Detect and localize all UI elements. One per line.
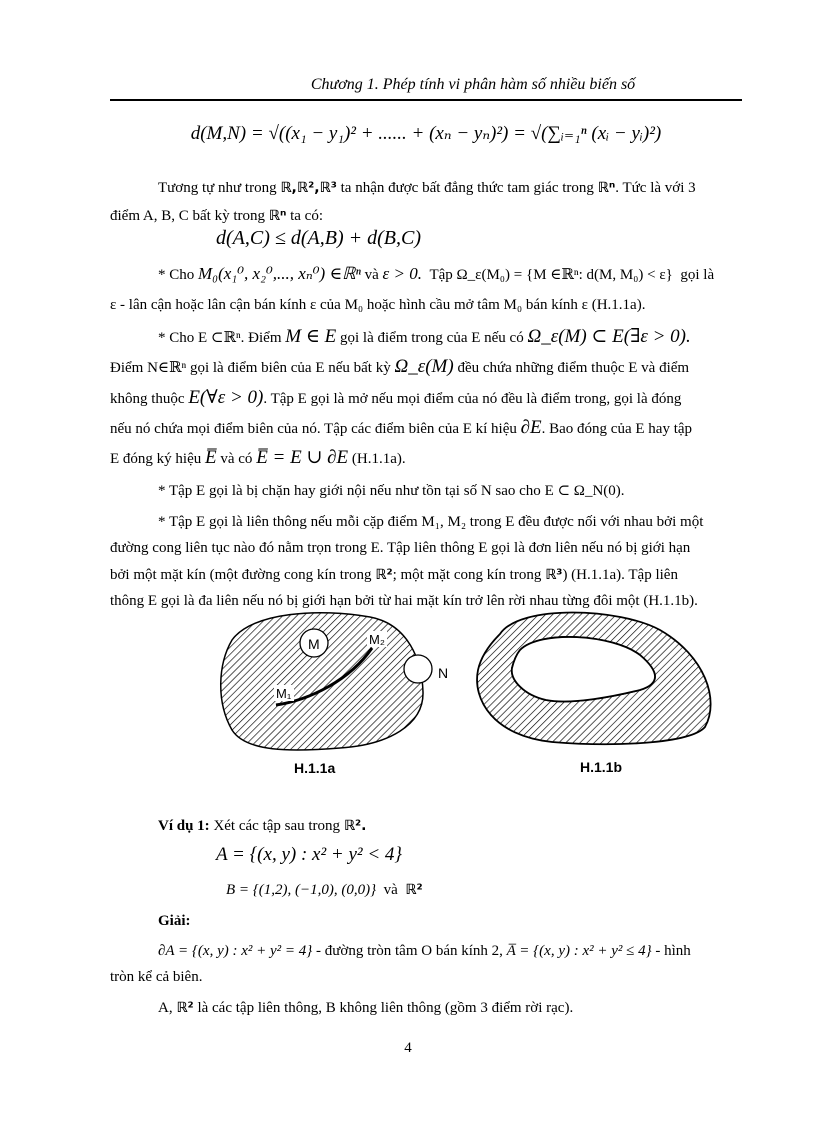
para5-line2: đường cong liên tục nào đó nằm trọn trong E. Tập liên thông E gọi là đơn liên nếu nó bị giới hạn xyxy=(110,540,691,556)
para1-line1: Tương tự như trong ℝ,ℝ²,ℝ³ ta nhận được bất đẳng thức tam giác trong ℝⁿ. Tức là với 3 xyxy=(158,180,696,196)
caption-h11b: H.1.1b xyxy=(580,759,623,775)
neighborhood-circle-n xyxy=(404,655,432,683)
distance-formula: d(M,N) = √((x₁ − y₁)² + ...... + (xₙ − yₙ)²) = √(∑ᵢ₌₁ⁿ (xᵢ − yᵢ)²) xyxy=(190,123,662,144)
example-intro: Ví dụ 1: Xét các tập sau trong ℝ². xyxy=(158,818,367,834)
label-m: M xyxy=(308,636,320,652)
para3-line5: E đóng ký hiệu E̅ và có E̅ = E ∪ ∂E (H.1.1a). xyxy=(110,447,406,468)
para2-line1: * Cho M₀(x₁⁰, x₂⁰,..., xₙ⁰) ∈ℝⁿ và ε > 0. Tập Ω_ε(M₀) = {M ∈ℝⁿ: d(M, M₀) < ε} gọi là xyxy=(158,264,715,283)
para3-line1: * Cho E ⊂ℝⁿ. Điểm M ∈ E gọi là điểm trong của E nếu có Ω_ε(M) ⊂ E(∃ε > 0). xyxy=(158,326,691,347)
para3-line2: Điểm N∈ℝⁿ gọi là điểm biên của E nếu bất kỳ Ω_ε(M) đều chứa những điểm thuộc E và điểm xyxy=(110,356,690,377)
label-n: N xyxy=(438,665,449,681)
page-number: 4 xyxy=(404,1040,412,1056)
label-m1: M₁ xyxy=(276,686,292,701)
solution-line3: A, ℝ² là các tập liên thông, B không liên thông (gồm 3 điểm rời rạc). xyxy=(158,1000,574,1016)
solution-title: Giải: xyxy=(158,913,191,929)
para5-line1: * Tập E gọi là liên thông nếu mỗi cặp điểm M₁, M₂ trong E đều được nối với nhau bởi một xyxy=(158,514,704,530)
caption-h11a: H.1.1a xyxy=(294,760,336,776)
para3-line4: nếu nó chứa mọi điểm biên của nó. Tập các điểm biên của E kí hiệu ∂E. Bao đóng của E hay tập xyxy=(110,417,693,438)
para1-line2: điểm A, B, C bất kỳ trong ℝⁿ ta có: xyxy=(110,208,324,224)
para5-line3: bởi một mặt kín (một đường cong kín trong ℝ²; một mặt cong kín trong ℝ³) (H.1.1a). Tập liên xyxy=(110,567,678,583)
para4: * Tập E gọi là bị chặn hay giới nội nếu như tồn tại số N sao cho E ⊂ Ω_N(0). xyxy=(158,483,625,499)
triangle-inequality: d(A,C) ≤ d(A,B) + d(B,C) xyxy=(216,227,421,249)
para2-line2: ε - lân cận hoặc lân cận bán kính ε của M₀ hoặc hình cầu mở tâm M₀ bán kính ε (H.1.1a). xyxy=(110,297,646,313)
para5-line4: thông E gọi là đa liên nếu nó bị giới hạn bởi từ hai mặt kín trở lên rời nhau từng đôi một (H.1.1b). xyxy=(110,593,698,609)
chapter-header: Chương 1. Phép tính vi phân hàm số nhiều biến số xyxy=(310,76,636,93)
para3-line3: không thuộc E(∀ε > 0). Tập E gọi là mở nếu mọi điểm của nó đều là điểm trong, gọi là đóng xyxy=(110,387,682,408)
solution-line1: ∂A = {(x, y) : x² + y² = 4} - đường tròn tâm O bán kính 2, A̅ = {(x, y) : x² + y² ≤ 4} - hình xyxy=(158,943,691,959)
set-a: A = {(x, y) : x² + y² < 4} xyxy=(216,844,403,865)
label-m2: M₂ xyxy=(369,632,385,647)
solution-line2: tròn kể cả biên. xyxy=(110,969,203,985)
set-b-line: B = {(1,2), (−1,0), (0,0)} và ℝ² xyxy=(226,882,423,898)
